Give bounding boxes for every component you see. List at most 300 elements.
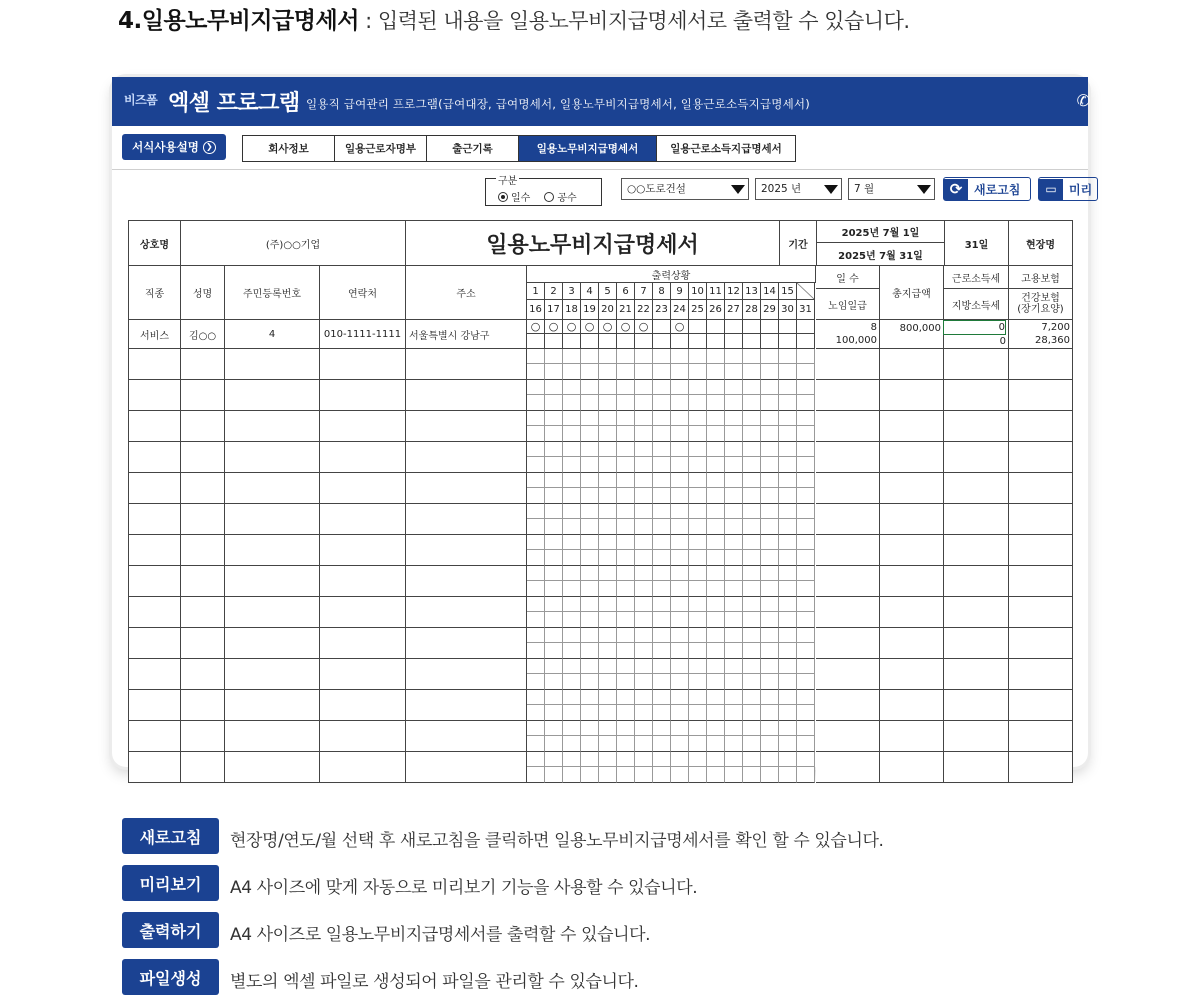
table-cell[interactable]	[128, 597, 181, 628]
table-cell[interactable]	[880, 442, 944, 473]
attendance-cell[interactable]	[671, 535, 689, 550]
table-cell[interactable]	[1009, 721, 1073, 752]
attendance-cell[interactable]	[779, 705, 797, 721]
attendance-cell[interactable]	[761, 349, 779, 364]
attendance-cell[interactable]	[689, 767, 707, 783]
attendance-cell[interactable]	[671, 581, 689, 597]
table-cell[interactable]	[181, 411, 225, 442]
attendance-cell[interactable]	[653, 364, 671, 380]
site-select[interactable]	[621, 178, 749, 200]
table-cell[interactable]	[944, 349, 1009, 380]
attendance-cell[interactable]	[563, 767, 581, 783]
attendance-cell[interactable]	[707, 566, 725, 581]
attendance-cell[interactable]	[689, 535, 707, 550]
attendance-cell[interactable]	[761, 395, 779, 411]
attendance-cell[interactable]	[779, 395, 797, 411]
attendance-cell[interactable]	[761, 426, 779, 442]
table-cell[interactable]	[816, 535, 880, 566]
attendance-cell[interactable]	[797, 411, 815, 426]
attendance-cell[interactable]	[707, 550, 725, 566]
attendance-cell[interactable]	[635, 473, 653, 488]
table-cell[interactable]	[816, 380, 880, 411]
attendance-cell[interactable]	[599, 597, 617, 612]
attendance-cell[interactable]	[671, 411, 689, 426]
attendance-cell[interactable]	[563, 566, 581, 581]
table-cell[interactable]	[128, 473, 181, 504]
attendance-cell[interactable]	[707, 674, 725, 690]
attendance-cell[interactable]	[779, 721, 797, 736]
attendance-cell[interactable]	[725, 628, 743, 643]
attendance-cell[interactable]	[527, 442, 545, 457]
attendance-cell[interactable]	[725, 349, 743, 364]
attendance-cell[interactable]	[743, 767, 761, 783]
attendance-cell[interactable]	[581, 628, 599, 643]
attendance-cell[interactable]	[797, 597, 815, 612]
attendance-cell[interactable]	[743, 597, 761, 612]
attendance-cell[interactable]	[545, 643, 563, 659]
attendance-cell[interactable]	[743, 705, 761, 721]
attendance-cell[interactable]	[581, 690, 599, 705]
table-cell[interactable]	[1009, 535, 1073, 566]
attendance-cell[interactable]	[689, 705, 707, 721]
table-cell[interactable]	[944, 473, 1009, 504]
attendance-cell[interactable]	[545, 504, 563, 519]
attendance-cell[interactable]	[545, 380, 563, 395]
attendance-cell[interactable]	[761, 690, 779, 705]
attendance-cell[interactable]	[635, 690, 653, 705]
attendance-cell[interactable]	[617, 550, 635, 566]
attendance-cell[interactable]	[527, 411, 545, 426]
attendance-cell[interactable]	[635, 581, 653, 597]
attendance-cell[interactable]	[689, 628, 707, 643]
attendance-cell[interactable]	[563, 364, 581, 380]
attendance-cell[interactable]	[617, 597, 635, 612]
attendance-cell[interactable]	[761, 320, 779, 334]
attendance-cell[interactable]	[779, 550, 797, 566]
attendance-cell[interactable]	[545, 612, 563, 628]
attendance-cell[interactable]	[581, 535, 599, 550]
attendance-cell[interactable]	[599, 442, 617, 457]
table-cell[interactable]	[225, 721, 320, 752]
attendance-cell[interactable]	[527, 674, 545, 690]
table-cell[interactable]	[128, 349, 181, 380]
attendance-cell[interactable]	[653, 473, 671, 488]
attendance-cell[interactable]	[581, 442, 599, 457]
table-cell[interactable]	[406, 349, 527, 380]
table-cell[interactable]	[128, 628, 181, 659]
attendance-cell[interactable]	[779, 535, 797, 550]
attendance-cell[interactable]	[635, 674, 653, 690]
attendance-cell[interactable]	[761, 550, 779, 566]
table-cell[interactable]	[128, 504, 181, 535]
attendance-cell[interactable]	[761, 457, 779, 473]
table-cell[interactable]	[225, 535, 320, 566]
attendance-cell[interactable]	[527, 690, 545, 705]
table-cell[interactable]	[406, 411, 527, 442]
attendance-cell[interactable]	[779, 736, 797, 752]
attendance-cell[interactable]	[545, 550, 563, 566]
attendance-cell[interactable]	[689, 380, 707, 395]
table-cell[interactable]	[1009, 659, 1073, 690]
attendance-cell[interactable]	[599, 519, 617, 535]
attendance-cell[interactable]	[743, 504, 761, 519]
table-cell[interactable]	[1009, 442, 1073, 473]
attendance-cell[interactable]	[599, 566, 617, 581]
attendance-cell[interactable]	[779, 752, 797, 767]
attendance-cell[interactable]	[527, 395, 545, 411]
attendance-cell[interactable]	[617, 519, 635, 535]
table-cell[interactable]	[944, 411, 1009, 442]
attendance-cell[interactable]	[797, 426, 815, 442]
attendance-cell[interactable]	[545, 566, 563, 581]
attendance-cell[interactable]	[779, 426, 797, 442]
attendance-cell[interactable]	[653, 674, 671, 690]
attendance-cell[interactable]	[707, 488, 725, 504]
attendance-cell[interactable]	[689, 643, 707, 659]
attendance-cell[interactable]	[689, 597, 707, 612]
table-cell[interactable]	[128, 442, 181, 473]
attendance-cell[interactable]	[617, 767, 635, 783]
attendance-cell[interactable]	[671, 364, 689, 380]
attendance-cell[interactable]	[545, 597, 563, 612]
attendance-cell[interactable]	[743, 535, 761, 550]
attendance-cell[interactable]	[545, 395, 563, 411]
attendance-cell[interactable]	[617, 457, 635, 473]
attendance-cell[interactable]	[581, 519, 599, 535]
attendance-cell[interactable]	[761, 473, 779, 488]
table-cell[interactable]	[880, 597, 944, 628]
attendance-cell[interactable]	[617, 705, 635, 721]
company-value[interactable]: (주)○○기업	[181, 220, 406, 266]
attendance-cell[interactable]	[653, 504, 671, 519]
attendance-cell[interactable]	[707, 380, 725, 395]
attendance-cell[interactable]	[725, 597, 743, 612]
table-cell[interactable]	[1009, 411, 1073, 442]
table-cell[interactable]	[128, 721, 181, 752]
attendance-cell[interactable]	[599, 721, 617, 736]
attendance-cell[interactable]	[581, 550, 599, 566]
attendance-cell[interactable]	[779, 581, 797, 597]
table-cell[interactable]	[181, 473, 225, 504]
attendance-cell[interactable]	[563, 643, 581, 659]
attendance-cell[interactable]	[743, 457, 761, 473]
radio-work[interactable]	[544, 189, 576, 204]
attendance-cell[interactable]	[527, 752, 545, 767]
attendance-cell[interactable]	[779, 320, 797, 334]
attendance-cell[interactable]	[761, 364, 779, 380]
attendance-cell[interactable]	[617, 349, 635, 364]
attendance-cell[interactable]	[671, 519, 689, 535]
attendance-cell[interactable]	[635, 767, 653, 783]
attendance-cell[interactable]: ○	[635, 320, 653, 334]
attendance-cell[interactable]	[707, 349, 725, 364]
attendance-cell[interactable]	[797, 674, 815, 690]
row-income-tax[interactable]: 0	[943, 320, 1006, 335]
attendance-cell[interactable]	[653, 581, 671, 597]
table-cell[interactable]	[944, 566, 1009, 597]
attendance-cell[interactable]	[635, 364, 653, 380]
attendance-cell[interactable]	[563, 411, 581, 426]
table-cell[interactable]	[880, 349, 944, 380]
attendance-cell[interactable]: ○	[527, 320, 545, 334]
attendance-cell[interactable]	[563, 659, 581, 674]
table-cell[interactable]	[225, 504, 320, 535]
attendance-cell[interactable]	[635, 457, 653, 473]
attendance-cell[interactable]	[761, 721, 779, 736]
attendance-cell[interactable]	[653, 395, 671, 411]
attendance-cell[interactable]	[599, 550, 617, 566]
tab-worker-roster[interactable]: 일용근로자명부	[335, 136, 427, 161]
attendance-cell[interactable]	[617, 488, 635, 504]
attendance-cell[interactable]	[725, 473, 743, 488]
table-cell[interactable]	[320, 349, 406, 380]
attendance-cell[interactable]	[527, 504, 545, 519]
attendance-cell[interactable]	[635, 426, 653, 442]
attendance-cell[interactable]	[635, 752, 653, 767]
attendance-cell[interactable]	[545, 349, 563, 364]
attendance-cell[interactable]	[671, 566, 689, 581]
attendance-cell[interactable]	[743, 519, 761, 535]
attendance-cell[interactable]	[527, 767, 545, 783]
attendance-cell[interactable]	[527, 380, 545, 395]
attendance-cell[interactable]	[527, 736, 545, 752]
attendance-cell[interactable]	[563, 690, 581, 705]
attendance-cell[interactable]	[599, 705, 617, 721]
table-cell[interactable]	[320, 442, 406, 473]
attendance-cell[interactable]	[707, 659, 725, 674]
attendance-cell[interactable]	[689, 721, 707, 736]
attendance-cell[interactable]	[599, 411, 617, 426]
attendance-cell[interactable]	[563, 473, 581, 488]
attendance-cell[interactable]	[527, 550, 545, 566]
attendance-cell[interactable]	[707, 597, 725, 612]
attendance-cell[interactable]	[653, 535, 671, 550]
attendance-cell[interactable]	[545, 519, 563, 535]
attendance-cell[interactable]	[599, 752, 617, 767]
table-cell[interactable]	[816, 566, 880, 597]
attendance-cell[interactable]	[599, 349, 617, 364]
attendance-cell[interactable]	[725, 705, 743, 721]
attendance-cell[interactable]	[725, 380, 743, 395]
attendance-cell[interactable]	[761, 752, 779, 767]
attendance-cell[interactable]	[563, 457, 581, 473]
attendance-cell[interactable]	[725, 411, 743, 426]
table-cell[interactable]	[181, 535, 225, 566]
attendance-cell[interactable]	[725, 320, 743, 334]
attendance-cell[interactable]	[617, 721, 635, 736]
attendance-cell[interactable]	[725, 334, 743, 349]
attendance-cell[interactable]	[743, 736, 761, 752]
attendance-cell[interactable]	[671, 721, 689, 736]
attendance-cell[interactable]	[743, 426, 761, 442]
table-cell[interactable]	[816, 659, 880, 690]
attendance-cell[interactable]	[797, 581, 815, 597]
table-cell[interactable]	[944, 535, 1009, 566]
row-workdays-wage[interactable]	[816, 320, 880, 349]
attendance-cell[interactable]	[563, 426, 581, 442]
table-cell[interactable]	[225, 380, 320, 411]
table-cell[interactable]	[225, 628, 320, 659]
attendance-cell[interactable]	[545, 721, 563, 736]
attendance-cell[interactable]	[761, 519, 779, 535]
attendance-cell[interactable]	[671, 705, 689, 721]
attendance-cell[interactable]	[581, 705, 599, 721]
attendance-cell[interactable]	[635, 488, 653, 504]
attendance-cell[interactable]	[797, 767, 815, 783]
attendance-cell[interactable]	[581, 380, 599, 395]
table-cell[interactable]	[181, 349, 225, 380]
attendance-cell[interactable]	[761, 643, 779, 659]
attendance-cell[interactable]	[671, 395, 689, 411]
row-name[interactable]: 김○○	[181, 320, 225, 349]
attendance-cell[interactable]	[617, 659, 635, 674]
attendance-cell[interactable]	[689, 566, 707, 581]
attendance-cell[interactable]	[743, 364, 761, 380]
attendance-cell[interactable]	[599, 473, 617, 488]
attendance-cell[interactable]	[545, 628, 563, 643]
attendance-cell[interactable]	[797, 380, 815, 395]
attendance-cell[interactable]	[653, 488, 671, 504]
attendance-cell[interactable]: ○	[599, 320, 617, 334]
table-cell[interactable]	[880, 535, 944, 566]
attendance-cell[interactable]	[725, 550, 743, 566]
table-cell[interactable]	[1009, 752, 1073, 783]
table-cell[interactable]	[320, 628, 406, 659]
table-cell[interactable]	[181, 628, 225, 659]
table-cell[interactable]	[816, 442, 880, 473]
attendance-cell[interactable]	[581, 566, 599, 581]
attendance-cell[interactable]	[725, 581, 743, 597]
attendance-cell[interactable]	[635, 504, 653, 519]
table-cell[interactable]	[1009, 597, 1073, 628]
attendance-cell[interactable]	[581, 349, 599, 364]
attendance-cell[interactable]	[761, 612, 779, 628]
table-cell[interactable]	[128, 566, 181, 597]
refresh-button[interactable]	[943, 177, 1031, 201]
attendance-cell[interactable]	[743, 488, 761, 504]
attendance-cell[interactable]	[617, 426, 635, 442]
attendance-cell[interactable]	[779, 457, 797, 473]
attendance-cell[interactable]	[797, 535, 815, 550]
attendance-cell[interactable]	[725, 426, 743, 442]
attendance-cell[interactable]	[563, 395, 581, 411]
table-cell[interactable]	[225, 690, 320, 721]
row-rrn[interactable]: 4	[225, 320, 320, 349]
attendance-cell[interactable]	[617, 364, 635, 380]
attendance-cell[interactable]	[689, 504, 707, 519]
attendance-cell[interactable]	[653, 334, 671, 349]
attendance-cell[interactable]	[761, 597, 779, 612]
row-insurance[interactable]	[1009, 320, 1073, 349]
attendance-cell[interactable]	[671, 767, 689, 783]
attendance-cell[interactable]	[599, 643, 617, 659]
attendance-cell[interactable]	[617, 473, 635, 488]
attendance-cell[interactable]	[581, 659, 599, 674]
attendance-cell[interactable]	[797, 659, 815, 674]
attendance-cell[interactable]	[743, 628, 761, 643]
attendance-cell[interactable]	[545, 411, 563, 426]
attendance-cell[interactable]	[761, 535, 779, 550]
attendance-cell[interactable]	[635, 721, 653, 736]
attendance-cell[interactable]	[797, 504, 815, 519]
attendance-cell[interactable]	[527, 659, 545, 674]
attendance-cell[interactable]	[545, 426, 563, 442]
table-cell[interactable]	[880, 752, 944, 783]
attendance-cell[interactable]	[797, 473, 815, 488]
attendance-cell[interactable]	[617, 535, 635, 550]
attendance-cell[interactable]	[581, 395, 599, 411]
attendance-cell[interactable]	[743, 411, 761, 426]
attendance-cell[interactable]	[725, 736, 743, 752]
attendance-cell[interactable]	[779, 473, 797, 488]
attendance-cell[interactable]	[599, 364, 617, 380]
attendance-cell[interactable]	[617, 581, 635, 597]
attendance-cell[interactable]	[581, 612, 599, 628]
attendance-cell[interactable]	[563, 612, 581, 628]
attendance-cell[interactable]	[671, 659, 689, 674]
attendance-cell[interactable]	[797, 752, 815, 767]
attendance-cell[interactable]	[707, 581, 725, 597]
attendance-cell[interactable]	[797, 643, 815, 659]
attendance-cell[interactable]	[725, 674, 743, 690]
attendance-cell[interactable]	[689, 457, 707, 473]
attendance-cell[interactable]	[743, 643, 761, 659]
attendance-cell[interactable]	[635, 334, 653, 349]
attendance-cell[interactable]	[653, 426, 671, 442]
attendance-cell[interactable]	[635, 566, 653, 581]
attendance-cell[interactable]	[761, 488, 779, 504]
table-cell[interactable]	[1009, 504, 1073, 535]
attendance-cell[interactable]	[545, 364, 563, 380]
table-cell[interactable]	[880, 628, 944, 659]
attendance-cell[interactable]	[725, 535, 743, 550]
attendance-cell[interactable]	[527, 721, 545, 736]
attendance-cell[interactable]	[563, 488, 581, 504]
attendance-cell[interactable]	[527, 581, 545, 597]
attendance-cell[interactable]	[797, 488, 815, 504]
table-cell[interactable]	[406, 473, 527, 504]
attendance-cell[interactable]	[743, 659, 761, 674]
attendance-cell[interactable]	[797, 457, 815, 473]
attendance-cell[interactable]	[743, 612, 761, 628]
attendance-cell[interactable]	[707, 364, 725, 380]
table-cell[interactable]	[406, 752, 527, 783]
attendance-cell[interactable]: ○	[581, 320, 599, 334]
attendance-cell[interactable]	[527, 705, 545, 721]
table-cell[interactable]	[1009, 380, 1073, 411]
table-cell[interactable]	[225, 349, 320, 380]
attendance-cell[interactable]	[761, 581, 779, 597]
attendance-cell[interactable]	[689, 581, 707, 597]
table-cell[interactable]	[181, 752, 225, 783]
attendance-cell[interactable]	[797, 705, 815, 721]
help-button[interactable]	[122, 134, 226, 160]
tab-income-statement[interactable]: 일용근로소득지급명세서	[657, 136, 795, 161]
attendance-cell[interactable]	[599, 380, 617, 395]
attendance-cell[interactable]	[581, 488, 599, 504]
row-total-pay[interactable]: 800,000	[880, 320, 944, 349]
attendance-cell[interactable]	[635, 395, 653, 411]
attendance-cell[interactable]	[599, 674, 617, 690]
attendance-cell[interactable]	[545, 736, 563, 752]
attendance-cell[interactable]	[761, 736, 779, 752]
attendance-cell[interactable]	[653, 643, 671, 659]
table-cell[interactable]	[880, 659, 944, 690]
attendance-cell[interactable]	[653, 566, 671, 581]
table-cell[interactable]	[816, 473, 880, 504]
attendance-cell[interactable]	[527, 597, 545, 612]
attendance-cell[interactable]	[527, 334, 545, 349]
